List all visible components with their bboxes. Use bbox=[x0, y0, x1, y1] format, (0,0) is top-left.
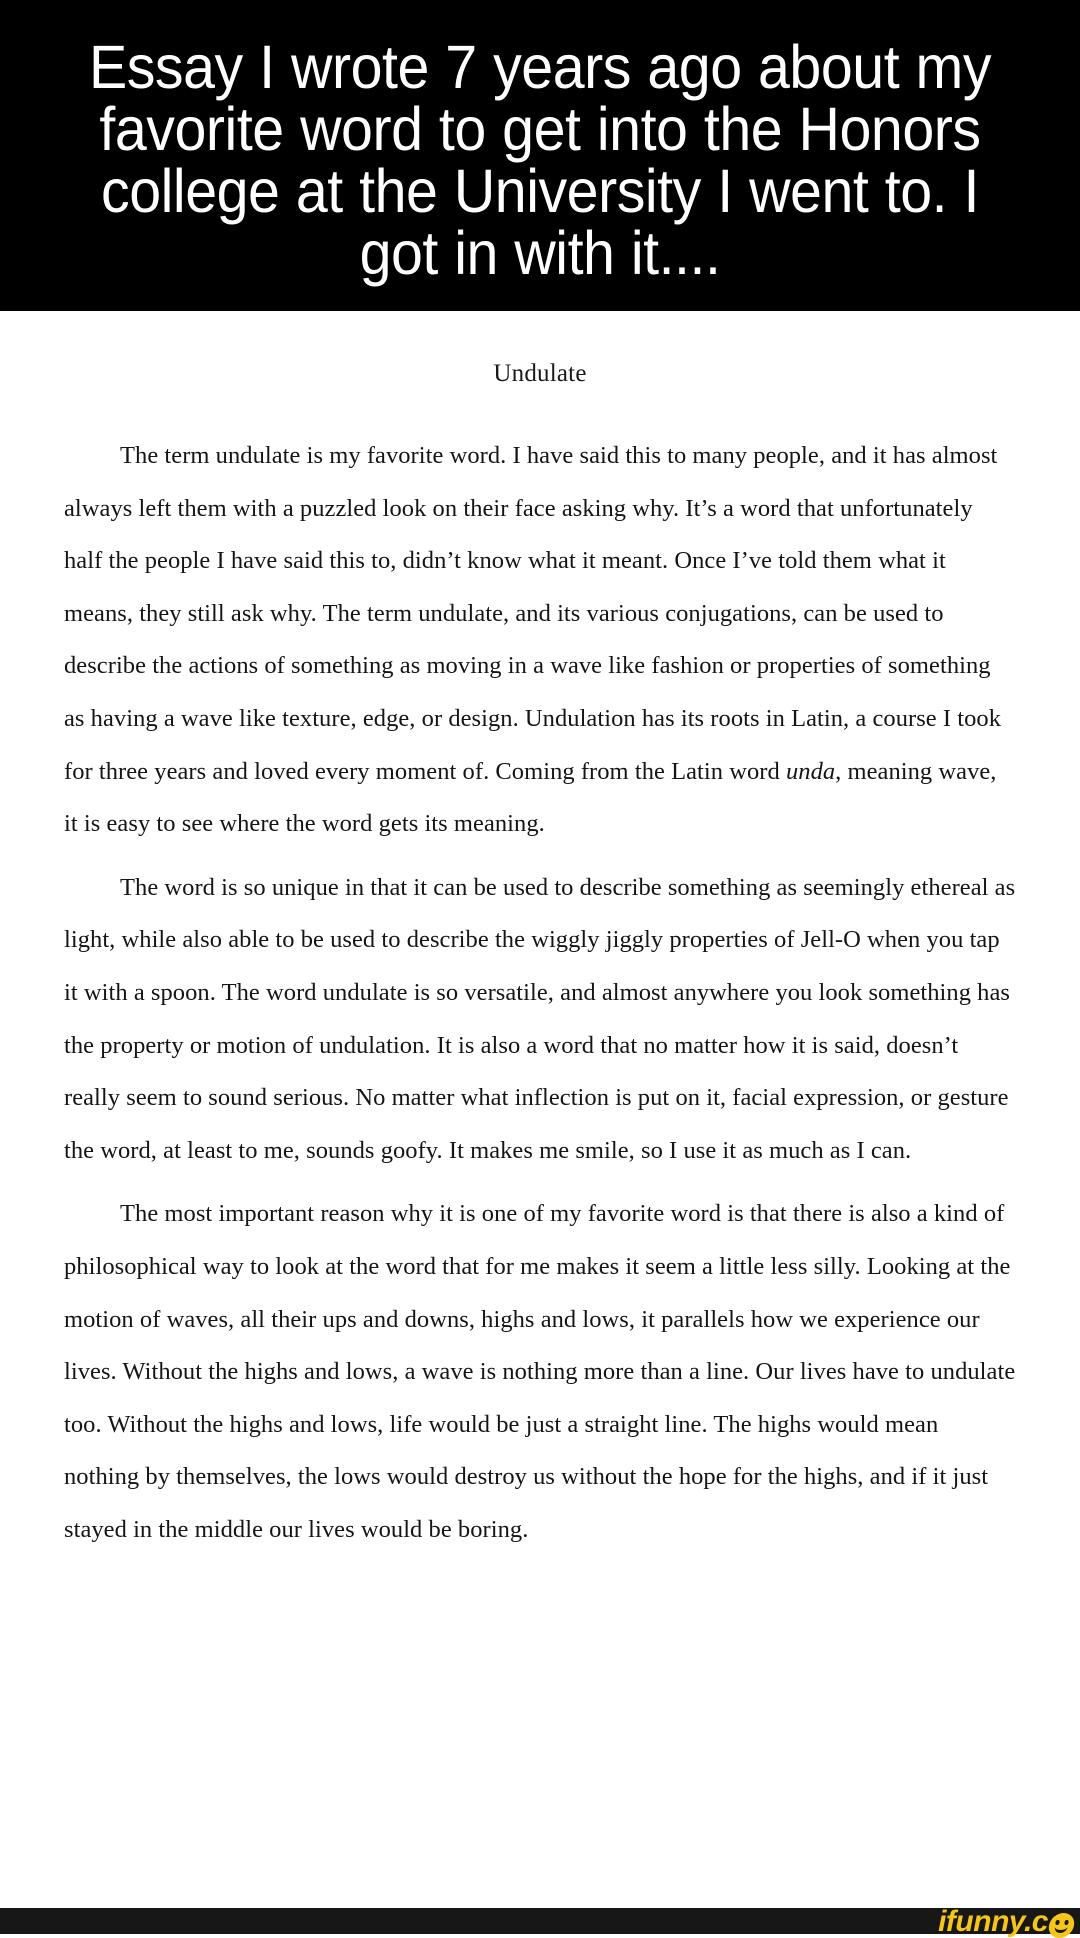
paragraph-1-text-after-italic: , meaning wave, it is easy to see where the word gets its meaning. bbox=[64, 757, 997, 838]
essay-paragraph-1 bbox=[64, 430, 1016, 851]
essay-body bbox=[64, 430, 1016, 1556]
caption-text: Essay I wrote 7 years ago about my favorite word to get into the Honors college at the University I went to. I got in with it.... bbox=[88, 32, 992, 287]
latin-word-unda: unda bbox=[785, 757, 836, 785]
watermark-label: ifunny.c bbox=[938, 1905, 1048, 1938]
essay-document bbox=[0, 359, 1080, 1556]
essay-paragraph-2: The word is so unique in that it can be used to describe something as seemingly ethereal as light, while also able to be used to describe the wiggly jiggly properties of Jell-O when you tap it with a spoon. The word undulate is so versatile, and almost anywhere you look something has the property or motion of undulation. It is also a word that no matter how it is said, doesn’t really seem to sound serious. No matter what inflection is put on it, facial expression, or gesture the word, at least to me, sounds goofy. It makes me smile, so I use it as much as I can. bbox=[64, 873, 1016, 1164]
watermark-bar bbox=[0, 1905, 1080, 1938]
essay-paragraph-3: The most important reason why it is one of my favorite word is that there is also a kind of philosophical way to look at the word that for me makes it seem a little less silly. Looking at the motion of waves, all their ups and downs, highs and lows, it parallels how we experience our lives. Without the highs and lows, a wave is nothing more than a line. Our lives have to undulate too. Without the highs and lows, life would be just a straight line. The highs would mean nothing by themselves, the lows would destroy us without the hope for the highs, and if it just stayed in the middle our lives would be boring. bbox=[64, 1200, 1016, 1543]
caption-banner bbox=[0, 0, 1080, 311]
essay-title: Undulate bbox=[493, 360, 587, 387]
ifunny-watermark bbox=[938, 1907, 1074, 1937]
paragraph-1-text-before-italic: The term undulate is my favorite word. I have said this to many people, and it has almost always left them with a puzzled look on their face asking why. It’s a word that unfortunately half the people I have said this to, didn’t know what it meant. Once I’ve told them what it means, they still ask why. The term undulate, and its various conjugations, can be used to describe the actions of something as moving in a wave like fashion or properties of something as having a wave like texture, edge, or design. Undulation has its roots in Latin, a course I took for three years and loved every moment of. Coming from the Latin word bbox=[64, 442, 1002, 785]
